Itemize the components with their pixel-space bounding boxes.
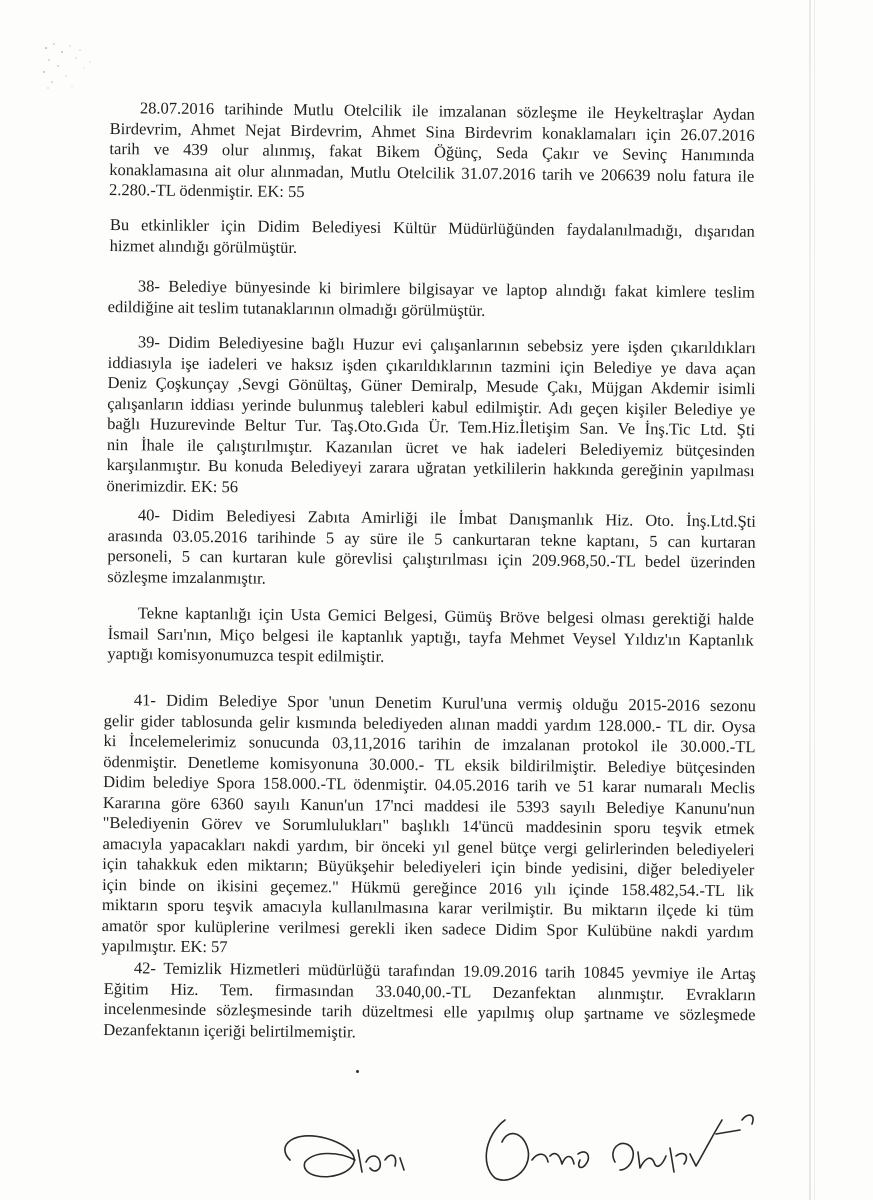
text-line: 40- Didim Belediyesi Zabıta Amirliği ile İmbat Danışmanlık Hiz. Oto. İnş.Ltd.Şti [137, 505, 756, 531]
text-line: sözleşme imzalanmıştır. [107, 566, 266, 588]
text-line: Eğitim Hiz. Tem. firmasından 33.040,00.-TL Dezanfektan alınmıştır. Evrakların [103, 978, 756, 1004]
text-line: "Belediyenin Görev ve Sorumlulukları" başlıklı 14'üncü maddesinin sporu teşvik etmek [102, 812, 755, 839]
paragraph-hotel-payment [109, 98, 755, 207]
paragraph-item-41 [101, 690, 756, 963]
text-line: Kararına göre 6360 sayılı Kanun'un 17'nci maddesi ile 5393 sayılı Belediye Kanunu'nun [102, 792, 755, 818]
handwritten-signature-3 [613, 1115, 753, 1172]
text-line: ödenmiştir. Denetleme komisyonuna 30.000.- TL eksik bildirilmiştir. Belediye bütçesinden [103, 751, 756, 777]
text-line: 42- Temizlik Hizmetleri müdürlüğü tarafından 19.09.2016 tarih 10845 yevmiye ile Artaş [133, 958, 756, 984]
text-line: arasında 03.05.2016 tarihinde 5 ay süre ile 5 cankurtaran tekne kaptanı, 5 can kurtaran [107, 525, 756, 552]
text-line: için binde on ikisini geçemez." Hükmü gereğince 2016 yılı içinde 158.482,54.-TL lik [102, 874, 755, 900]
scan-edge-line-secondary [814, 0, 815, 1200]
text-line: 38- Belediye bünyesinde ki birimlere bilgisayar ve laptop alındığı fakat kimlere teslim [137, 276, 755, 302]
text-line: hizmet alındığı görülmüştür. [109, 235, 298, 257]
text-line: iddiasıyla işe iadeleri ve haksız işden çıkarıldıklarının tazmini için Belediye ye dava açan [107, 352, 756, 378]
text-line: amacıyla yapacakları nakdi yardım, bir önceki yıl genel bütçe vergi gelirlerinden belediyeleri [102, 833, 755, 859]
scan-speck [356, 1070, 359, 1073]
text-line: Didim belediye Spora 158.000.-TL ödenmiştir. 04.05.2016 tarih ve 51 karar numaralı Meclis [103, 771, 756, 798]
text-line: için tahakkuk eden miktarın; Büyükşehir belediyeleri için binde yedisini, diğer belediyeler [102, 853, 755, 880]
text-line: amatör spor kulüplerine verilmesi gerekli iken sadece Didim Spor Kulübüne nakdi yardım [101, 915, 754, 941]
text-line: 39- Didim Belediyesine bağlı Huzur evi çalışanlarının sebebsiz yere işden çıkarıldıkları [137, 332, 756, 358]
paragraph-boat-captain [107, 603, 754, 671]
text-line: miktarın sporu teşvik amacıyla kullanılmasına karar verilmiştir. Bu miktarın ilçede ki tüm [101, 894, 755, 921]
text-line: gelir gider tablosunda gelir kısmında belediyeden alınan maddi yardım 128.000.- TL dir. Oysa [103, 710, 756, 736]
text-line: önerimizdir. EK: 56 [106, 475, 239, 496]
text-line: ki İncelemelerimiz sonucunda 03,11,2016 tarihin de imzalanan protokol ile 30.000.-TL [103, 730, 756, 757]
paragraph-item-40 [107, 505, 756, 594]
signatures-area [270, 1090, 790, 1190]
handwritten-signature-2 [486, 1120, 588, 1180]
text-line: İsmail Sarı'nın, Miço belgesi ile kaptanlık yaptığı, tayfa Mehmet Veysel Yıldız'ın Kaptanlık [107, 623, 754, 650]
text-line: yapılmıştır. EK: 57 [101, 935, 228, 957]
paragraph-culture-directorate [110, 215, 755, 263]
text-line: 41- Didim Belediye Spor 'unun Denetim Kurul'una vermiş olduğu 2015-2016 sezonu [133, 690, 756, 716]
scan-noise-corner [40, 38, 110, 93]
text-line: karşılanmıştır. Bu konuda Belediyeyi zarara uğratan yetkililerin hakkında gereğinin yapılması [106, 454, 755, 481]
paragraph-item-42 [103, 958, 756, 1046]
text-line: Deniz Çoşkunçay ,Sevgi Gönültaş, Güner Demiralp, Mesude Çakı, Müjgan Akdemir isimli [107, 372, 756, 399]
text-line: Tekne kaptanlığı için Usta Gemici Belgesi, Gümüş Bröve belgesi olması gerektiği halde [137, 603, 754, 629]
text-line: Bu etkinlikler için Didim Belediyesi Kültür Müdürlüğünden faydalanılmadığı, dışarıdan [109, 215, 755, 241]
paragraph-item-39 [106, 332, 756, 502]
text-line: edildiğine ait teslim tutanaklarının olmadığı görülmüştür. [107, 296, 486, 320]
text-line: 2.280.-TL ödenmiştir. EK: 55 [108, 179, 305, 202]
text-line: nin İhale ile çalıştırılmıştır. Kazanılan ücret ve hak iadeleri Belediyemiz bütçesinden [106, 434, 755, 460]
handwritten-signature-1 [285, 1136, 404, 1177]
text-line: yaptığı komisyonumuzca tespit edilmiştir. [107, 643, 385, 666]
text-line: 28.07.2016 tarihinde Mutlu Otelcilik ile imzalanan sözleşme ile Heykeltraşlar Aydan [139, 98, 755, 124]
text-line: Dezanfektanın içeriği belirtilmemiştir. [103, 1019, 356, 1041]
scan-edge-line [809, 0, 811, 1200]
text-line: Birdevrim, Ahmet Nejat Birdevrim, Ahmet Sina Birdevrim konaklamaları için 26.07.2016 [109, 118, 755, 145]
text-line: tarih ve 439 olur alınmış, fakat Bikem Öğünç, Seda Çakır ve Sevinç Hanımında [109, 138, 755, 165]
paragraph-item-38 [108, 276, 755, 324]
text-line: çalışanların iddiası yerinde bulunmuş talebleri kabul edilmiştir. Adı geçen kişiler Belediye ye [107, 393, 756, 419]
text-line: personeli, 5 can kurtaran kule görevlisi çalıştırılması için 209.968,50.-TL bedel üzerinden [107, 545, 756, 572]
text-line: bağlı Huzurevinde Beltur Tur. Taş.Oto.Gıda Ür. Tem.Hiz.İletişim San. Ve İnş.Tic Ltd. Şti [107, 413, 756, 440]
text-line: konaklamasına ait olur alınmadan, Mutlu Otelcilik 31.07.2016 tarih ve 206639 nolu fatura ile [109, 159, 755, 186]
text-line: incelenmesinde sözleşmesinde tarih düzeltmesi elle yapılmış olup şartname ve sözleşmede [103, 998, 756, 1025]
